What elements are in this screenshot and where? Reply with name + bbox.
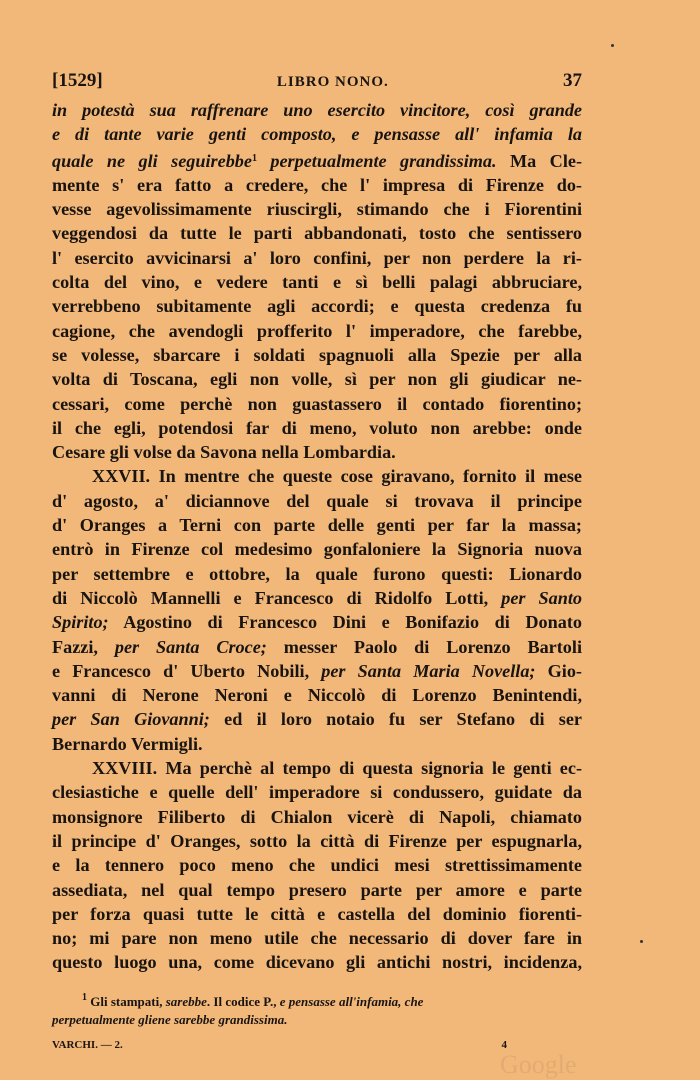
text-line: entrò in Firenze col medesimo gonfaloniere la Signoria nuova <box>52 539 582 560</box>
text-line: colta del vino, e vedere tanti e sì belli palagi abbruciare, <box>52 272 582 293</box>
text-line: Fazzi, per Santa Croce; messer Paolo di Lorenzo Bartoli <box>52 636 583 657</box>
header-title: LIBRO NONO. <box>276 74 389 90</box>
book-page <box>52 70 582 1051</box>
text-line: vanni di Nerone Neroni e Niccolò di Lorenzo Benintendi, <box>52 685 582 706</box>
text-line: d' Oranges a Terni con parte delle genti per far la massa; <box>52 515 582 536</box>
text-line: d' agosto, a' diciannove del quale si trovava il principe <box>52 490 582 511</box>
text-line: quale ne gli seguirebbe$^1$ perpetualmente grandissima. Ma Cle- <box>52 150 582 171</box>
text-line: e di tante varie genti composto, e pensasse all' infamia la <box>52 124 582 145</box>
text-line: in potestà sua raffrenare uno esercito vincitore, così grande <box>52 100 582 120</box>
text-line: per settembre e ottobre, la quale furono questi: Lionardo <box>52 563 582 584</box>
text-line: Spirito; Agostino di Francesco Dini e Bonifazio di Donato <box>52 612 582 633</box>
text-line: cessari, come perchè non guastassero il contado fiorentino; <box>52 393 582 414</box>
signature-number: 4 <box>501 1038 507 1051</box>
footnote-line: $^1$ Gli stampati, sarebbe. Il codice P., e pensasse all'infamia, che <box>82 991 424 1009</box>
text-line: se volesse, sbarcare i soldati spagnuoli alla Spezie per alla <box>52 344 582 365</box>
text-line: XXVII. In mentre che queste cose giravano, fornito il mese <box>92 466 582 487</box>
text-line: l' esercito avvicinarsi a' loro confini, per non perdere la ri- <box>52 247 582 268</box>
text-line: Cesare gli volse da Savona nella Lombardia. <box>52 442 396 463</box>
footnotes <box>52 989 582 1029</box>
footnote-line: perpetualmente gliene sarebbe grandissima. <box>52 1011 288 1027</box>
text-line: e la tennero poco meno che undici mesi strettissimamente <box>52 855 582 876</box>
text-line: Bernardo Vermigli. <box>52 733 203 754</box>
speck-mark <box>611 44 614 47</box>
signature-mark: VARCHI. — 2. <box>52 1038 123 1051</box>
text-line: per forza quasi tutte le città e castella del dominio fiorenti- <box>52 903 582 924</box>
text-line: il principe d' Oranges, sotto la città di Firenze per espugnarla, <box>52 830 582 851</box>
text-line: clesiastiche e quelle dell' imperadore si condussero, guidate da <box>52 782 582 803</box>
text-line: vesse agevolissimamente riuscirgli, stimando che i Fiorentini <box>52 199 582 220</box>
running-header <box>52 70 582 96</box>
text-line: e Francesco d' Uberto Nobili, per Santa Maria Novella; Gio- <box>52 660 582 681</box>
signature-line <box>52 1039 507 1051</box>
text-line: per San Giovanni; ed il loro notaio fu ser Stefano di ser <box>52 709 583 730</box>
text-line: il che egli, potendosi far di meno, voluto non arebbe: onde <box>52 417 582 438</box>
watermark: Google <box>500 1050 577 1079</box>
speck-mark <box>640 940 643 943</box>
text-line: assediata, nel qual tempo presero parte per amore e parte <box>52 879 582 900</box>
text-line: monsignore Filiberto di Chialon vicerè di Napoli, chiamato <box>52 806 582 827</box>
text-line: mente s' era fatto a credere, che l' impresa di Firenze do- <box>52 174 582 195</box>
text-line: no; mi pare non meno utile che necessario di dover fare in <box>52 928 582 949</box>
text-line: veggendosi da tutte le parti abbandonati, tosto che sentissero <box>52 223 582 244</box>
text-line: verrebbeno subitamente agli accordi; e questa credenza fu <box>52 296 582 317</box>
page-number: 37 <box>562 70 582 91</box>
text-line: volta di Toscana, egli non volle, sì per non gli giudicar ne- <box>52 369 582 390</box>
text-line: questo luogo una, come dicevano gli antichi nostri, incidenza, <box>52 952 582 973</box>
text-line: cagione, che avendogli profferito l' imperadore, che farebbe, <box>52 320 582 341</box>
text-line: XXVIII. Ma perchè al tempo di questa signoria le genti ec- <box>92 758 582 779</box>
body-text <box>52 98 582 975</box>
text-line: di Niccolò Mannelli e Francesco di Ridolfo Lotti, per Santo <box>52 587 582 608</box>
header-year: [1529] <box>52 70 103 91</box>
